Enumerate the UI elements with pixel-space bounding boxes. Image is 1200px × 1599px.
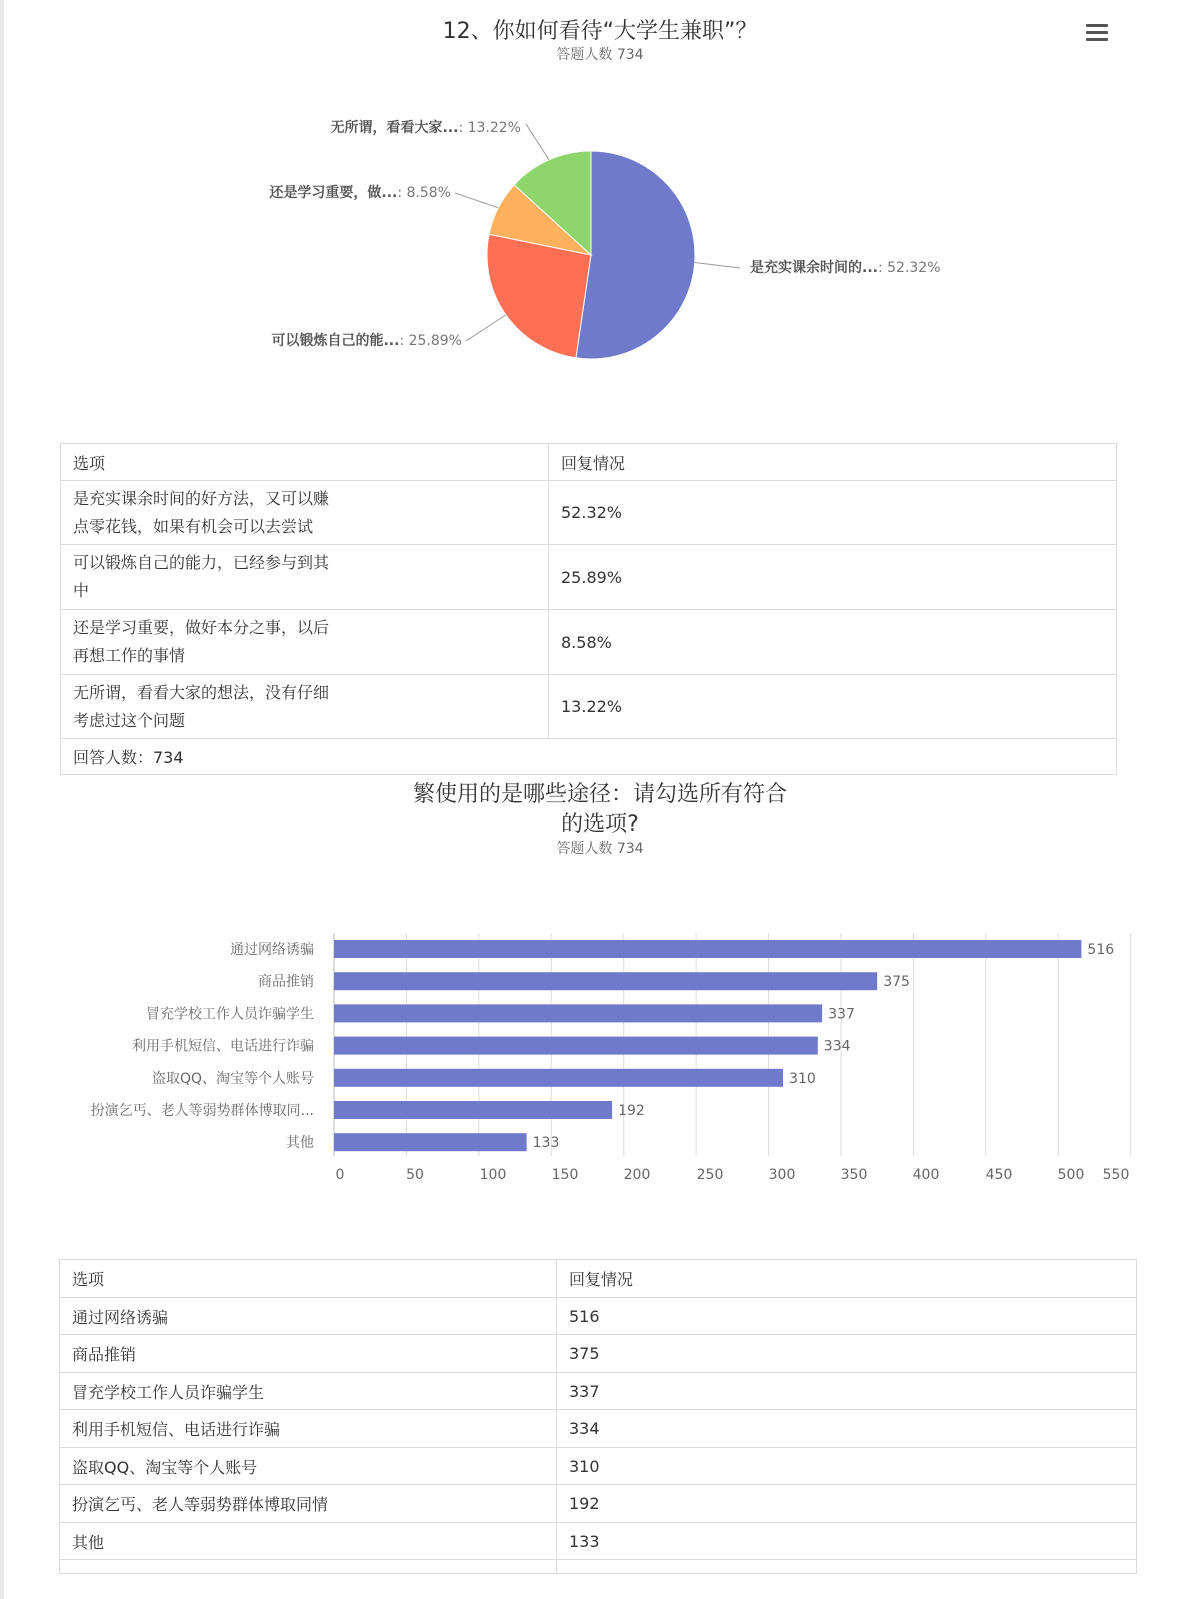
table-cell-value: 25.89% xyxy=(549,545,1117,610)
table-cell-option: 盗取QQ、淘宝等个人账号 xyxy=(60,1448,557,1485)
y-category-label: 盗取QQ、淘宝等个人账号 xyxy=(151,1070,314,1087)
table-cell-empty xyxy=(557,1560,1137,1574)
chart2-subtitle: 答题人数 734 xyxy=(556,841,644,857)
table-cell-value: 13.22% xyxy=(549,675,1117,739)
table-row xyxy=(60,1448,1137,1485)
x-tick-label: 100 xyxy=(479,1167,507,1183)
bar xyxy=(334,1133,527,1151)
table-cell-option: 其他 xyxy=(60,1523,557,1560)
chart1-title: 12、你如何看待“大学生兼职”？ xyxy=(442,19,758,44)
table-header-option: 选项 xyxy=(61,444,549,481)
table-row xyxy=(60,1523,1137,1560)
pie-leader-line xyxy=(466,315,506,341)
x-tick-label: 250 xyxy=(696,1167,724,1183)
x-tick-label: 550 xyxy=(1102,1167,1130,1183)
x-tick-label: 50 xyxy=(406,1167,424,1183)
option-text-line2: 中 xyxy=(73,581,90,600)
option-text-line2: 再想工作的事情 xyxy=(73,646,186,665)
table-row-cut xyxy=(60,1560,1137,1574)
y-category-label: 通过网络诱骗 xyxy=(230,942,314,958)
pie-label-name: 是充实课余时间的... xyxy=(750,260,878,276)
table-cell-option: 通过网络诱骗 xyxy=(60,1298,557,1335)
option-text-line1: 可以锻炼自己的能力，已经参与到其 xyxy=(73,553,330,572)
table-cell-option: 冒充学校工作人员诈骗学生 xyxy=(60,1373,557,1410)
pie-label-value: : 25.89% xyxy=(399,333,462,349)
table-header-row xyxy=(61,444,1117,481)
option-text-line2: 点零花钱，如果有机会可以去尝试 xyxy=(73,516,314,536)
table-footer-row xyxy=(61,739,1117,775)
bar-value-label: 375 xyxy=(883,974,910,991)
x-tick-label: 0 xyxy=(335,1167,345,1183)
table-row xyxy=(61,675,1117,739)
pie-data-label xyxy=(330,119,521,136)
option-text-line1: 无所谓，看看大家的想法，没有仔细 xyxy=(73,682,330,702)
y-category-label: 利用手机短信、电话进行诈骗 xyxy=(132,1038,314,1055)
table-row xyxy=(60,1485,1137,1523)
y-category-label: 商品推销 xyxy=(258,974,314,991)
table-cell-option: 扮演乞丐、老人等弱势群体博取同情 xyxy=(60,1485,557,1523)
pie-label-name: 还是学习重要，做... xyxy=(269,185,398,201)
table-header-row xyxy=(60,1260,1137,1298)
option-text-line1: 是充实课余时间的好方法，又可以赚 xyxy=(73,488,330,508)
table-cell-value: 133 xyxy=(557,1523,1137,1560)
pie-label-name: 无所谓，看看大家... xyxy=(330,120,459,136)
pie-label-name: 可以锻炼自己的能... xyxy=(271,333,400,349)
table-cell-option: 利用手机短信、电话进行诈骗 xyxy=(60,1410,557,1448)
table-cell-value: 310 xyxy=(557,1448,1137,1485)
bar xyxy=(334,1101,612,1119)
bar-value-label: 310 xyxy=(789,1070,816,1087)
table-cell-value: 516 xyxy=(557,1298,1137,1335)
pie-response-table xyxy=(60,443,1117,775)
table-cell-value: 192 xyxy=(557,1485,1137,1523)
bar-value-label: 334 xyxy=(823,1038,851,1055)
table-header-response: 回复情况 xyxy=(549,444,1117,481)
y-category-label: 扮演乞丐、老人等弱势群体博取同... xyxy=(90,1103,314,1119)
table-cell-value: 52.32% xyxy=(549,481,1117,545)
y-category-label: 冒充学校工作人员诈骗学生 xyxy=(146,1006,314,1023)
table-row xyxy=(61,545,1117,610)
table-row xyxy=(61,481,1117,545)
table-row xyxy=(61,610,1117,675)
table-cell-option xyxy=(61,545,549,610)
table-row xyxy=(60,1335,1137,1373)
pie-data-label xyxy=(750,259,941,276)
bar-value-label: 192 xyxy=(618,1103,645,1119)
table-cell-option xyxy=(61,481,549,545)
pie-leader-line xyxy=(455,193,498,208)
pie-label-value: : 13.22% xyxy=(458,120,521,136)
chart1-subtitle: 答题人数 734 xyxy=(556,47,644,63)
table-cell-value: 337 xyxy=(557,1373,1137,1410)
bar xyxy=(334,972,877,990)
table-row xyxy=(60,1373,1137,1410)
bar xyxy=(334,1004,822,1022)
table-cell-option: 商品推销 xyxy=(60,1335,557,1373)
pie-leader-line xyxy=(526,124,549,160)
table-cell-option xyxy=(61,610,549,675)
pie-label-value: : 8.58% xyxy=(397,185,451,201)
bar-response-table xyxy=(59,1259,1137,1574)
pie-leader-line xyxy=(695,263,740,268)
pie-label-value: : 52.32% xyxy=(877,260,941,276)
table-row xyxy=(60,1298,1137,1335)
y-category-label: 其他 xyxy=(286,1135,314,1152)
table-header-option: 选项 xyxy=(60,1260,557,1298)
bar xyxy=(334,1037,818,1055)
chart2-title xyxy=(0,780,1200,840)
x-tick-label: 450 xyxy=(985,1167,1013,1183)
table-row xyxy=(60,1410,1137,1448)
bar-value-label: 133 xyxy=(532,1135,560,1152)
option-text-line1: 还是学习重要，做好本分之事，以后 xyxy=(73,618,330,637)
x-tick-label: 500 xyxy=(1057,1167,1085,1183)
x-tick-label: 300 xyxy=(768,1167,796,1183)
table-cell-value: 8.58% xyxy=(549,610,1117,675)
pie-slice xyxy=(576,151,695,359)
bar xyxy=(334,1069,783,1087)
pie-data-label xyxy=(269,184,451,201)
table-cell-value: 375 xyxy=(557,1335,1137,1373)
table-cell-option xyxy=(61,675,549,739)
bar xyxy=(334,940,1081,958)
table-footer-count: 回答人数：734 xyxy=(61,739,1117,775)
x-tick-label: 200 xyxy=(623,1167,651,1183)
bar-value-label: 516 xyxy=(1087,942,1115,958)
x-tick-label: 350 xyxy=(840,1167,868,1183)
pie-chart xyxy=(0,0,1200,420)
option-text-line2: 考虑过这个问题 xyxy=(73,710,186,730)
pie-slice xyxy=(487,234,591,358)
table-cell-empty xyxy=(60,1560,557,1574)
chart2-title-line1: 繁使用的是哪些途径：请勾选所有符合 xyxy=(412,782,787,807)
x-tick-label: 150 xyxy=(551,1167,579,1183)
pie-data-label xyxy=(271,332,462,349)
bar-value-label: 337 xyxy=(828,1006,855,1023)
table-cell-value: 334 xyxy=(557,1410,1137,1448)
chart2-title-line2: 的选项? xyxy=(561,812,639,837)
x-tick-label: 400 xyxy=(912,1167,940,1183)
table-header-response: 回复情况 xyxy=(557,1260,1137,1298)
bar-chart xyxy=(0,900,1200,1220)
